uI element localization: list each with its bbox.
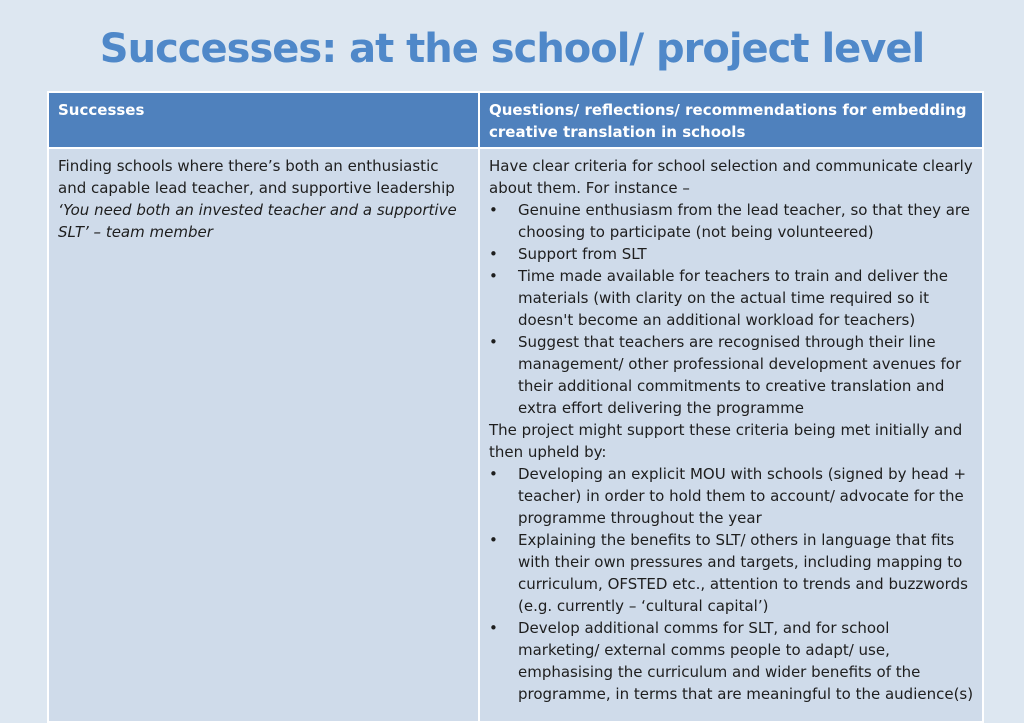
- success-quote: ‘You need both an invested teacher and a supportive SLT’ – team member: [58, 201, 457, 241]
- recommendations-cell: [479, 148, 983, 722]
- list-item: • Developing an explicit MOU with schools (signed by head + teacher) in order to hold them to account/ advocate for the programme throughout the year: [489, 465, 967, 527]
- support-intro: The project might support these criteria being met initially and then upheld by:: [489, 421, 963, 461]
- success-text: Finding schools where there’s both an enthusiastic and capable lead teacher, and supportive leadership: [58, 157, 455, 197]
- bullet-icon: •: [489, 245, 498, 263]
- bullet-icon: •: [489, 531, 498, 549]
- list-item: • Time made available for teachers to train and deliver the materials (with clarity on the actual time required so it doesn't become an additional workload for teachers): [489, 267, 948, 329]
- list-item: • Genuine enthusiasm from the lead teacher, so that they are choosing to participate (not being volunteered): [489, 201, 970, 241]
- page-title: Successes: at the school/ project level: [99, 26, 925, 72]
- list-item: • Support from SLT: [489, 245, 647, 263]
- support-list: [489, 463, 974, 705]
- successes-table: [47, 91, 984, 723]
- successes-cell: [48, 148, 479, 722]
- header-recommendations: Questions/ reflections/ recommendations for embedding creative translation in schools: [479, 92, 983, 148]
- header-successes: Successes: [48, 92, 479, 148]
- bullet-icon: •: [489, 465, 498, 483]
- list-item: • Explaining the benefits to SLT/ others in language that fits with their own pressures and targets, including mapping to curriculum, OFSTED etc., attention to trends and buzzwords (e.g. currently – ‘cultural capital’): [489, 531, 968, 615]
- table-row: [48, 148, 983, 722]
- list-item: • Develop additional comms for SLT, and for school marketing/ external comms people to adapt/ use, emphasising the curriculum and wider benefits of the programme, in terms that are meaningful to the audience(s): [489, 619, 974, 703]
- bullet-icon: •: [489, 333, 498, 351]
- criteria-list: [489, 199, 974, 419]
- bullet-icon: •: [489, 201, 498, 219]
- bullet-icon: •: [489, 619, 498, 637]
- list-item: • Suggest that teachers are recognised through their line management/ other professional development avenues for their additional commitments to creative translation and extra effort delivering the programme: [489, 333, 962, 417]
- table-header-row: [48, 92, 983, 148]
- bullet-icon: •: [489, 267, 498, 285]
- criteria-intro: Have clear criteria for school selection and communicate clearly about them. For instance –: [489, 157, 973, 197]
